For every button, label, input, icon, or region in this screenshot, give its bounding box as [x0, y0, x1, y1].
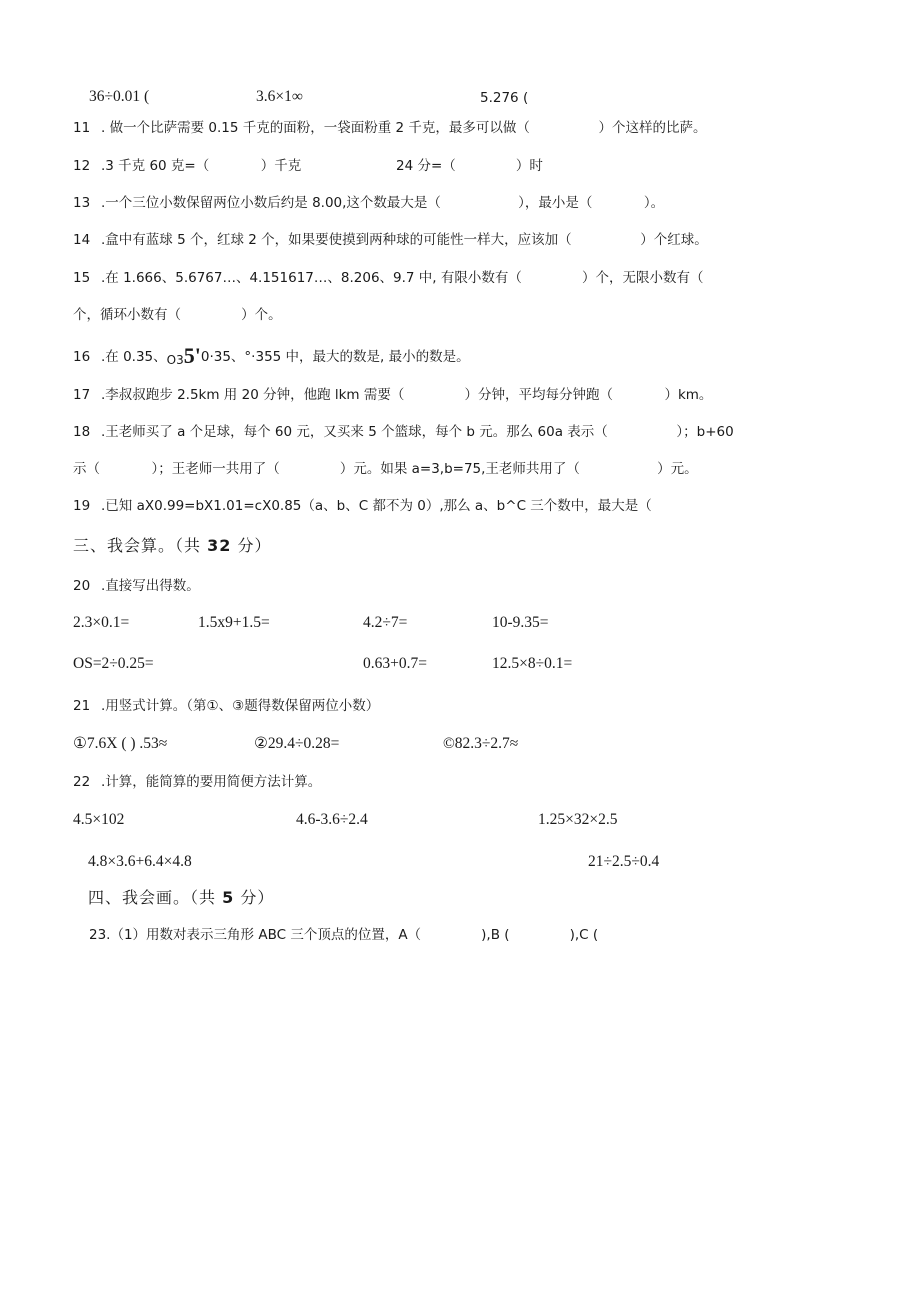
question-12: [73, 157, 301, 175]
section-4-heading: [88, 889, 274, 907]
section-title-end: 分）: [231, 536, 272, 555]
calc-item: 10-9.35=: [492, 614, 549, 631]
question-16: [73, 343, 470, 369]
question-number: 22: [73, 774, 91, 790]
row0-item-c: 5.276 (: [480, 90, 529, 106]
question-text: .计算，能简算的要用简便方法计算。: [101, 774, 322, 790]
garbled-large-glyph: 5': [183, 343, 201, 368]
question-number: 21: [73, 698, 91, 714]
calc-item: 1.25×32×2.5: [538, 811, 618, 828]
question-text: .李叔叔跑步 2.5km 用 20 分钟，他跑 lkm 需要（ ）分钟，平均每分钟跑（ ）km。: [101, 387, 713, 403]
section-score: 5: [222, 888, 235, 907]
question-14: [73, 231, 708, 249]
question-15: [73, 269, 703, 287]
calc-item: ①7.6X ( ) .53≈: [73, 735, 168, 752]
section-score: 32: [207, 536, 232, 555]
question-text: .在 1.666、5.6767…、4.151617…、8.206、9.7 中, 有限小数有（ ）个，无限小数有（: [101, 270, 704, 286]
question-17: [73, 386, 712, 404]
question-18-continuation: 示（ ）；王老师一共用了（ ）元。如果 a=3,b=75,王老师共用了（ ）元。: [73, 461, 698, 477]
question-number: 14: [73, 232, 91, 248]
question-text-a: .3 千克 60 克=（ ）千克: [101, 158, 302, 174]
question-18: [73, 423, 734, 441]
question-number: 19: [73, 498, 91, 514]
garbled-subscript: O3: [166, 353, 184, 367]
question-number: 16: [73, 349, 91, 365]
calc-item: 4.5×102: [73, 811, 125, 828]
question-20: [73, 577, 200, 595]
question-19: [73, 497, 652, 515]
calc-item: ②29.4÷0.28=: [254, 735, 340, 752]
section-title: 四、我会画。（共: [88, 888, 223, 907]
calc-item: 21÷2.5÷0.4: [588, 853, 660, 870]
calc-item: 0.63+0.7=: [363, 655, 427, 672]
question-number: 13: [73, 195, 91, 211]
question-number: 20: [73, 578, 91, 594]
question-text: .直接写出得数。: [101, 578, 200, 594]
question-number: 11: [73, 120, 91, 136]
question-text-post: 0·35、°·355 中，最大的数是, 最小的数是。: [200, 349, 470, 365]
calc-item: 4.8×3.6+6.4×4.8: [88, 853, 192, 870]
question-21: [73, 697, 379, 715]
question-text: .王老师买了 a 个足球，每个 60 元，又买来 5 个篮球，每个 b 元。那么 60a 表示（ ）；b+60: [101, 424, 734, 440]
calc-item: 2.3×0.1=: [73, 614, 130, 631]
section-title: 三、我会算。（共: [73, 536, 208, 555]
question-text: .盒中有蓝球 5 个，红球 2 个，如果要使摸到两种球的可能性一样大，应该加（ ）个红球。: [101, 232, 708, 248]
question-22: [73, 773, 321, 791]
row0-item-a: 36÷0.01 (: [89, 88, 150, 105]
question-12-part-b: 24 分=（ ）时: [396, 158, 543, 174]
section-3-heading: [73, 537, 271, 555]
question-13: [73, 194, 664, 212]
question-text: . 做一个比萨需要 0.15 千克的面粉，一袋面粉重 2 千克，最多可以做（ ）个这样的比萨。: [101, 120, 707, 136]
calc-item: OS=2÷0.25=: [73, 655, 154, 672]
row0-item-b: 3.6×1∞: [256, 88, 303, 105]
question-11: [73, 119, 707, 137]
question-number: 15: [73, 270, 91, 286]
section-title-end: 分）: [234, 888, 275, 907]
question-15-continuation: 个，循环小数有（ ）个。: [73, 307, 282, 323]
question-23: 23.（1）用数对表示三角形 ABC 三个顶点的位置，A（ ),B ( ),C (: [89, 927, 599, 943]
calc-item: 1.5x9+1.5=: [198, 614, 270, 631]
question-number: 12: [73, 158, 91, 174]
question-text: .用竖式计算。（第①、③题得数保留两位小数）: [101, 698, 380, 714]
question-text: .一个三位小数保留两位小数后约是 8.00,这个数最大是（ ），最小是（ ）。: [101, 195, 665, 211]
question-text-pre: .在 0.35、: [101, 349, 167, 365]
question-number: 17: [73, 387, 91, 403]
calc-item: 12.5×8÷0.1=: [492, 655, 573, 672]
calc-item: ©82.3÷2.7≈: [443, 735, 519, 752]
question-number: 18: [73, 424, 91, 440]
calc-item: 4.2÷7=: [363, 614, 408, 631]
question-text: .已知 aX0.99=bX1.01=cX0.85（a、b、C 都不为 0）,那么 a、b^C 三个数中，最大是（: [101, 498, 652, 514]
calc-item: 4.6-3.6÷2.4: [296, 811, 368, 828]
